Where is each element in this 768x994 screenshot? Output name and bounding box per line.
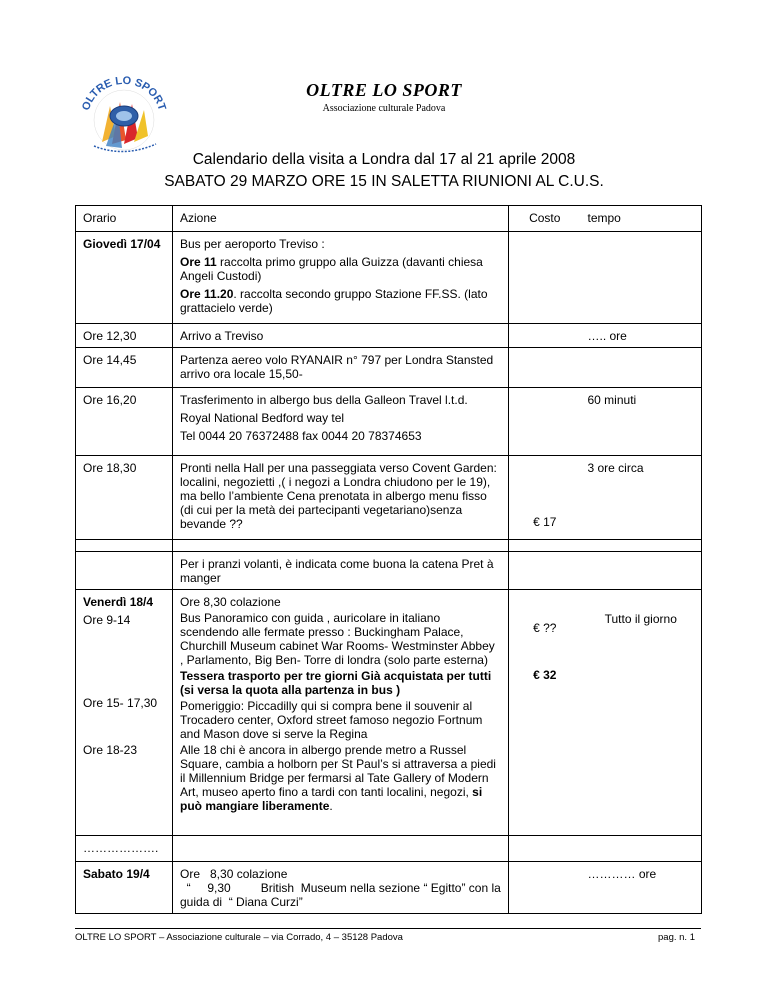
header-azione: Azione xyxy=(173,206,509,232)
table-row xyxy=(76,232,702,324)
table-row xyxy=(76,456,702,540)
row-tempo: 60 minuti xyxy=(581,388,702,456)
table-row xyxy=(76,836,702,862)
calendar-title xyxy=(0,149,768,193)
header-costo: Costo xyxy=(509,206,581,232)
table-row xyxy=(76,862,702,914)
row-azione: Pronti nella Hall per una passeggiata verso Covent Garden: localini, negozietti ,( i negozi a Londra chiudono per le 19), ma bello l’ambiente Cena prenotata in albergo menu fisso (di cui per la metà dei partecipanti vegetariano)senza bevande ?? xyxy=(173,456,509,540)
row-azione: Ore 8,30 colazione “ 9,30 British Museum nella sezione “ Egitto” con la guida di “ Diana Curzi” xyxy=(173,862,509,914)
row-orario: Ore 16,20 xyxy=(76,388,173,456)
header-tempo: tempo xyxy=(581,206,702,232)
org-title: OLTRE LO SPORT xyxy=(306,80,462,100)
table-row xyxy=(76,324,702,348)
table-row xyxy=(76,552,702,590)
page-number: pag. n. 1 xyxy=(658,932,695,943)
row-orario: Ore 12,30 xyxy=(76,324,173,348)
table-row-spacer xyxy=(76,540,702,552)
title-line-2: SABATO 29 MARZO ORE 15 IN SALETTA RIUNIONI AL C.U.S. xyxy=(164,173,604,190)
footer-divider xyxy=(75,928,701,929)
row-tempo: 3 ore circa xyxy=(581,456,702,540)
table-row xyxy=(76,388,702,456)
header-row xyxy=(76,206,702,232)
schedule-table xyxy=(75,205,702,914)
org-subtitle: Associazione culturale Padova xyxy=(322,103,446,114)
row-text: Ore 11.20. raccolta secondo gruppo Stazione FF.SS. (lato grattacielo verde) xyxy=(180,287,488,315)
row-costo: € 17 xyxy=(509,456,581,540)
row-orario: Ore 18,30 xyxy=(76,456,173,540)
row-text: Bus per aeroporto Treviso : xyxy=(180,237,325,251)
row-azione: Arrivo a Treviso xyxy=(173,324,509,348)
row-orario: Giovedì 17/04 xyxy=(76,232,173,324)
title-line-1: Calendario della visita a Londra dal 17 al 21 aprile 2008 xyxy=(192,151,576,168)
footer-address: OLTRE LO SPORT – Associazione culturale – via Corrado, 4 – 35128 Padova xyxy=(75,932,403,943)
row-text: Ore 11 raccolta primo gruppo alla Guizza (davanti chiesa Angeli Custodi) xyxy=(180,255,483,283)
row-tempo: ….. ore xyxy=(581,324,702,348)
row-orario: ………………. xyxy=(76,836,173,862)
header-orario: Orario xyxy=(76,206,173,232)
row-azione: Trasferimento in albergo bus della Galleon Travel l.t.d. Royal National Bedford way tel Tel 0044 20 76372488 fax 0044 20 78374653 xyxy=(173,388,509,456)
row-costo: € ?? € 32 xyxy=(509,590,581,836)
row-azione xyxy=(173,232,509,324)
row-orario: Sabato 19/4 xyxy=(76,862,173,914)
row-tempo: Tutto il giorno xyxy=(581,590,702,836)
row-orario: Venerdì 18/4 Ore 9-14 Ore 15- 17,30 Ore 18-23 xyxy=(76,590,173,836)
table-row xyxy=(76,590,702,836)
row-azione: Ore 8,30 colazione Bus Panoramico con guida , auricolare in italiano scendendo alle fermate presso : Buckingham Palace, Churchill Museum cabinet War Rooms- Westminster Abbey , Parlamento, Big Ben- Torre di londra (solo parte esterna) Tessera trasporto per tre giorni Già acquistata per tutti (si versa la quota alla partenza in bus ) Pomeriggio: Piccadilly qui si compra bene il souvenir al Trocadero center, Oxford street famoso negozio Fortnum and Mason dove si serve la Regina Alle 18 chi è ancora in albergo prende metro a Russel Square, cambia a holborn per St Paul’s si attraversa a piedi il Millennium Bridge per fermarsi al Tate Gallery of Modern Art, museo aperto fino a tardi con tanti localini, negozi, si può mangiare liberamente. xyxy=(173,590,509,836)
logo-text: OLTRE LO SPORT xyxy=(80,74,168,113)
row-orario: Ore 14,45 xyxy=(76,348,173,388)
table-row xyxy=(76,348,702,388)
row-tempo: ………… ore xyxy=(581,862,702,914)
row-azione: Partenza aereo volo RYANAIR n° 797 per Londra Stansted arrivo ora locale 15,50- xyxy=(173,348,509,388)
row-azione: Per i pranzi volanti, è indicata come buona la catena Pret à manger xyxy=(173,552,509,590)
